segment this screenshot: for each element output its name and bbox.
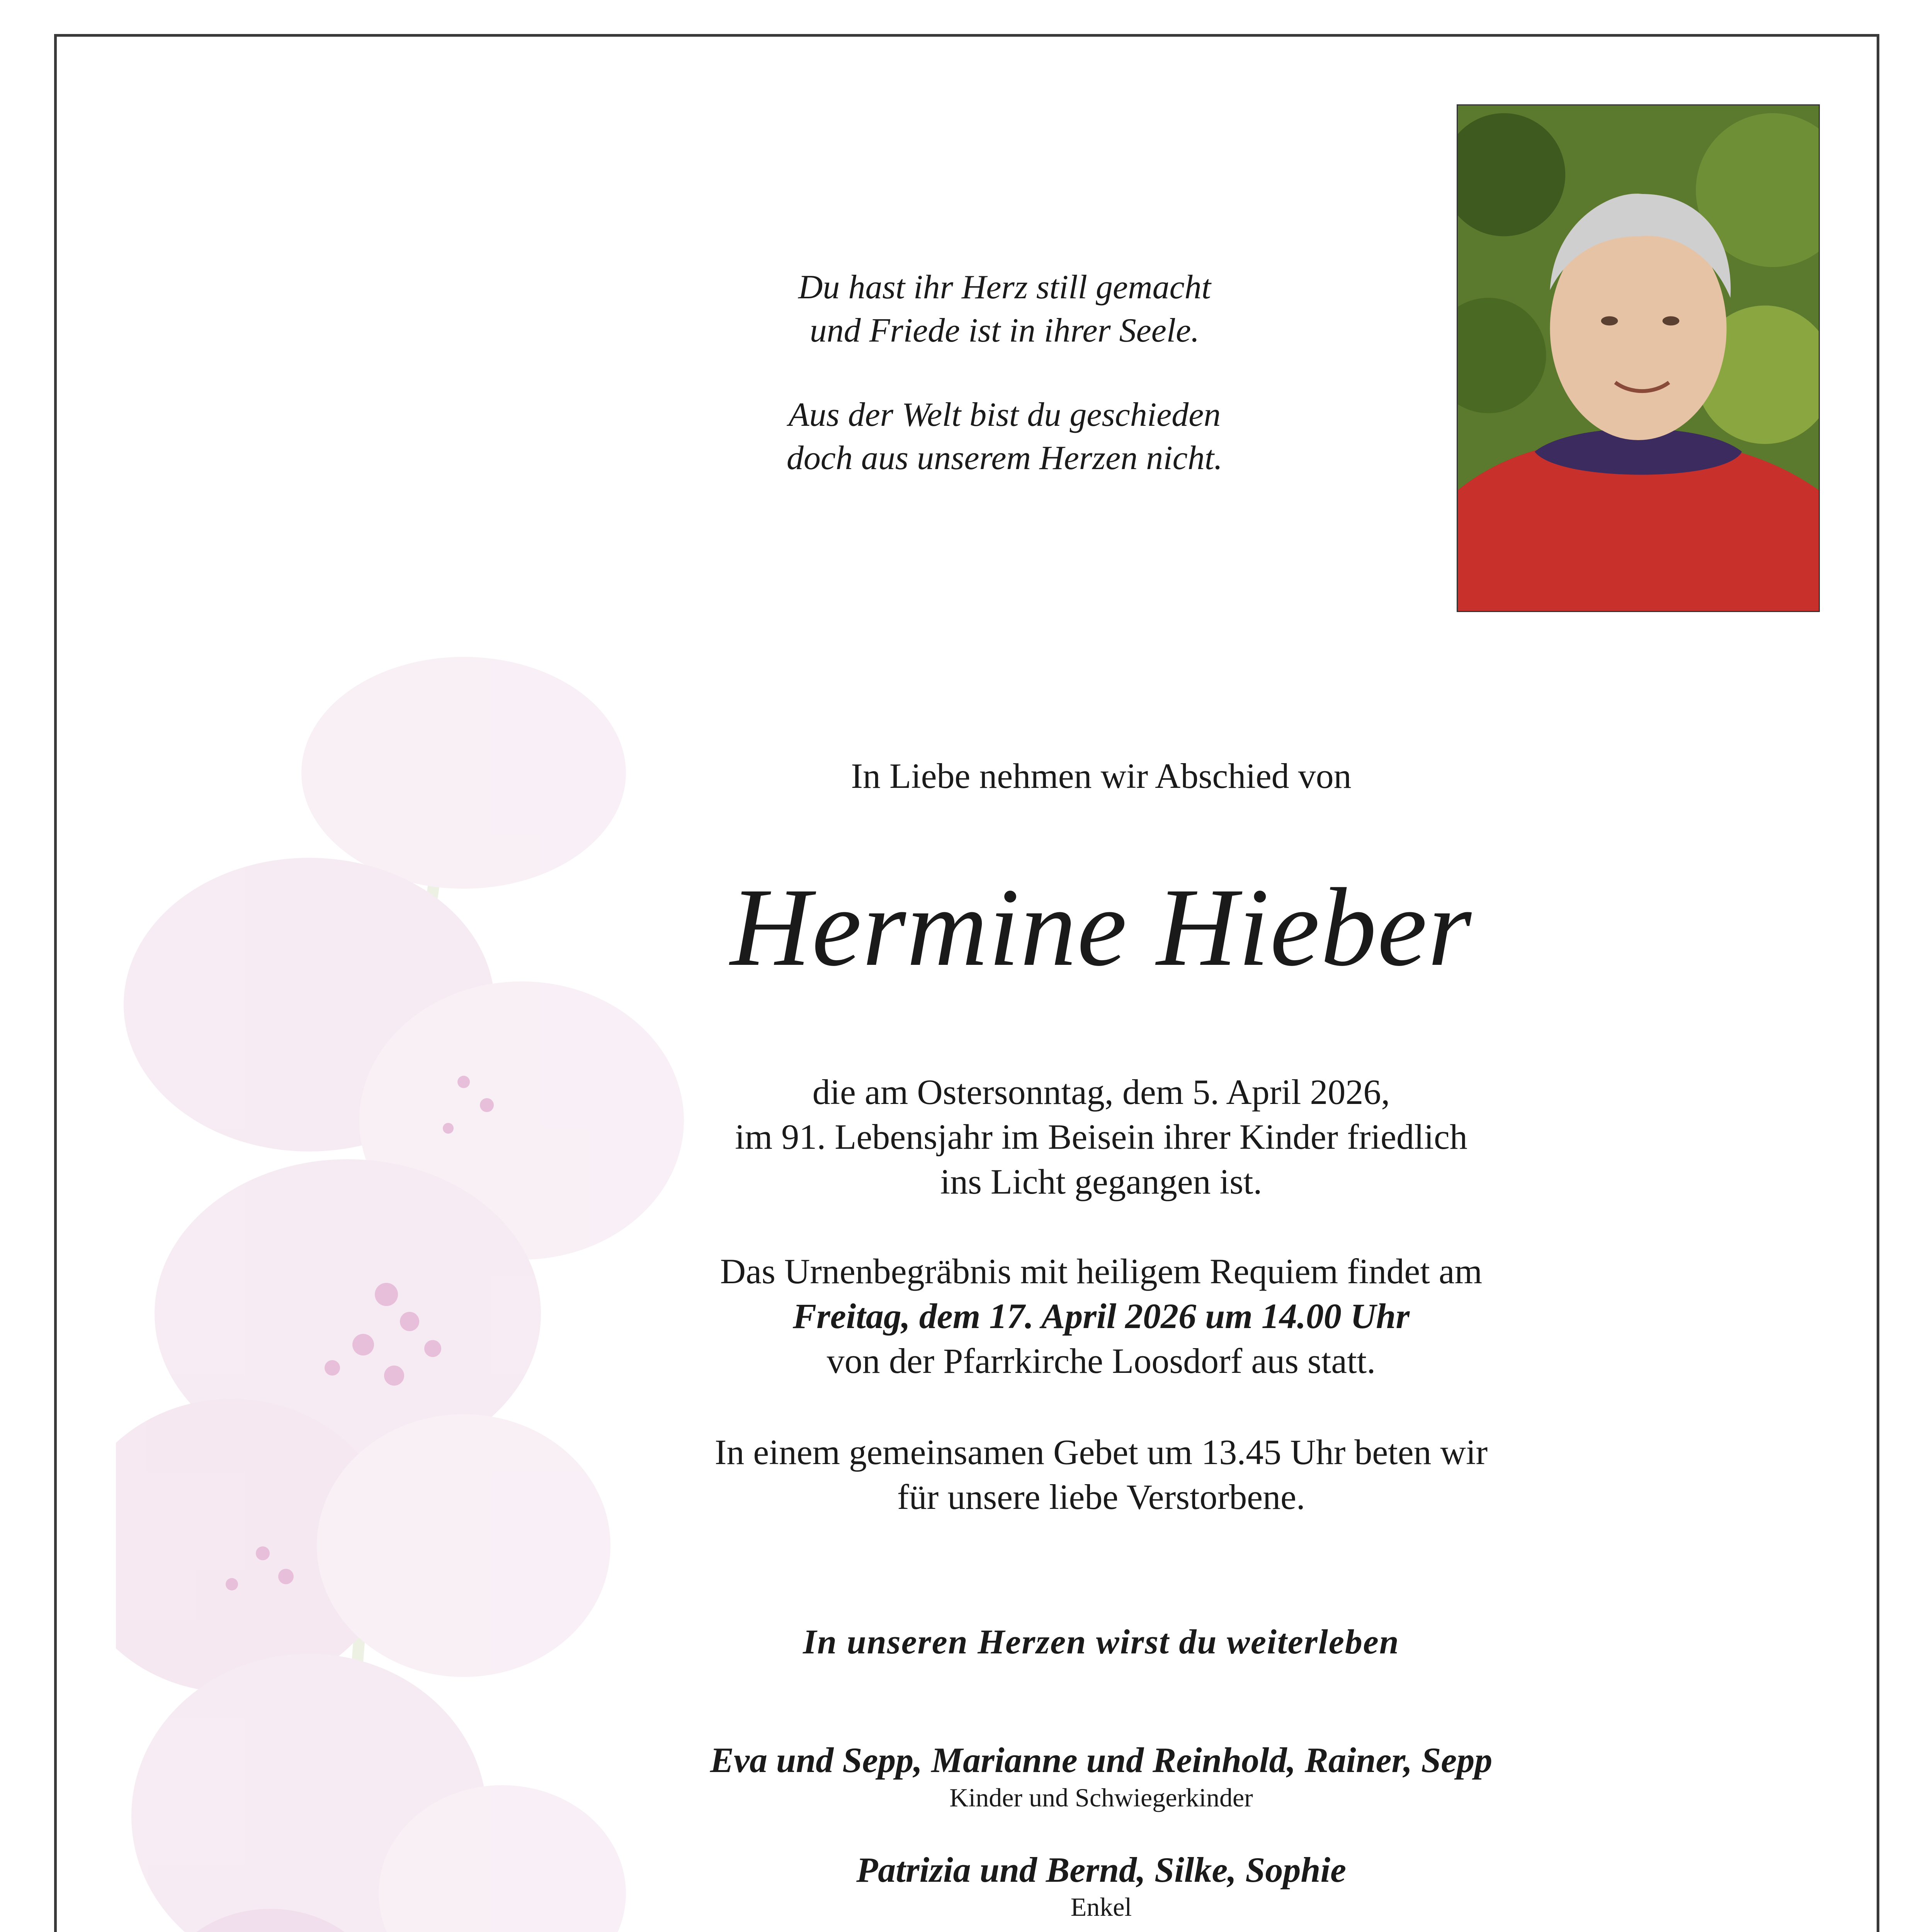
poem-line: und Friede ist in ihrer Seele. xyxy=(809,312,1200,349)
poem-line: Aus der Welt bist du geschieden xyxy=(788,396,1221,434)
mourner-names: Eva und Sepp, Marianne und Reinhold, Rainer, Sepp xyxy=(710,1740,1493,1780)
motto: In unseren Herzen wirst du weiterleben xyxy=(803,1623,1399,1661)
deceased-name: Hermine Hieber xyxy=(730,865,1473,989)
poem-stanza-1 xyxy=(541,266,1468,352)
text-line: im 91. Lebensjahr im Beisein ihrer Kinder friedlich xyxy=(735,1117,1467,1156)
funeral-text xyxy=(464,1249,1739,1383)
text-line: von der Pfarrkirche Loosdorf aus statt. xyxy=(826,1341,1376,1381)
text-line: für unsere liebe Verstorbene. xyxy=(897,1477,1305,1517)
poem-stanza-2 xyxy=(541,393,1468,480)
mourner-role: Enkel xyxy=(1070,1892,1132,1922)
text-line: die am Ostersonntag, dem 5. April 2026, xyxy=(812,1072,1390,1112)
text-line: In einem gemeinsamen Gebet um 13.45 Uhr beten wir xyxy=(714,1432,1488,1472)
text-line: Das Urnenbegräbnis mit heiligem Requiem findet am xyxy=(720,1252,1483,1291)
poem-line: doch aus unserem Herzen nicht. xyxy=(786,439,1223,477)
portrait-photo xyxy=(1457,104,1820,612)
mourner-role: Kinder und Schwiegerkinder xyxy=(949,1783,1253,1812)
poem-line: Du hast ihr Herz still gemacht xyxy=(798,269,1211,306)
prayer-text xyxy=(464,1430,1739,1519)
intro-line: In Liebe nehmen wir Abschied von xyxy=(851,756,1352,796)
funeral-date: Freitag, dem 17. April 2026 um 14.00 Uhr xyxy=(792,1296,1410,1336)
text-line: ins Licht gegangen ist. xyxy=(940,1162,1262,1201)
passing-text xyxy=(464,1070,1739,1204)
mourner-names: Patrizia und Bernd, Silke, Sophie xyxy=(856,1850,1346,1889)
